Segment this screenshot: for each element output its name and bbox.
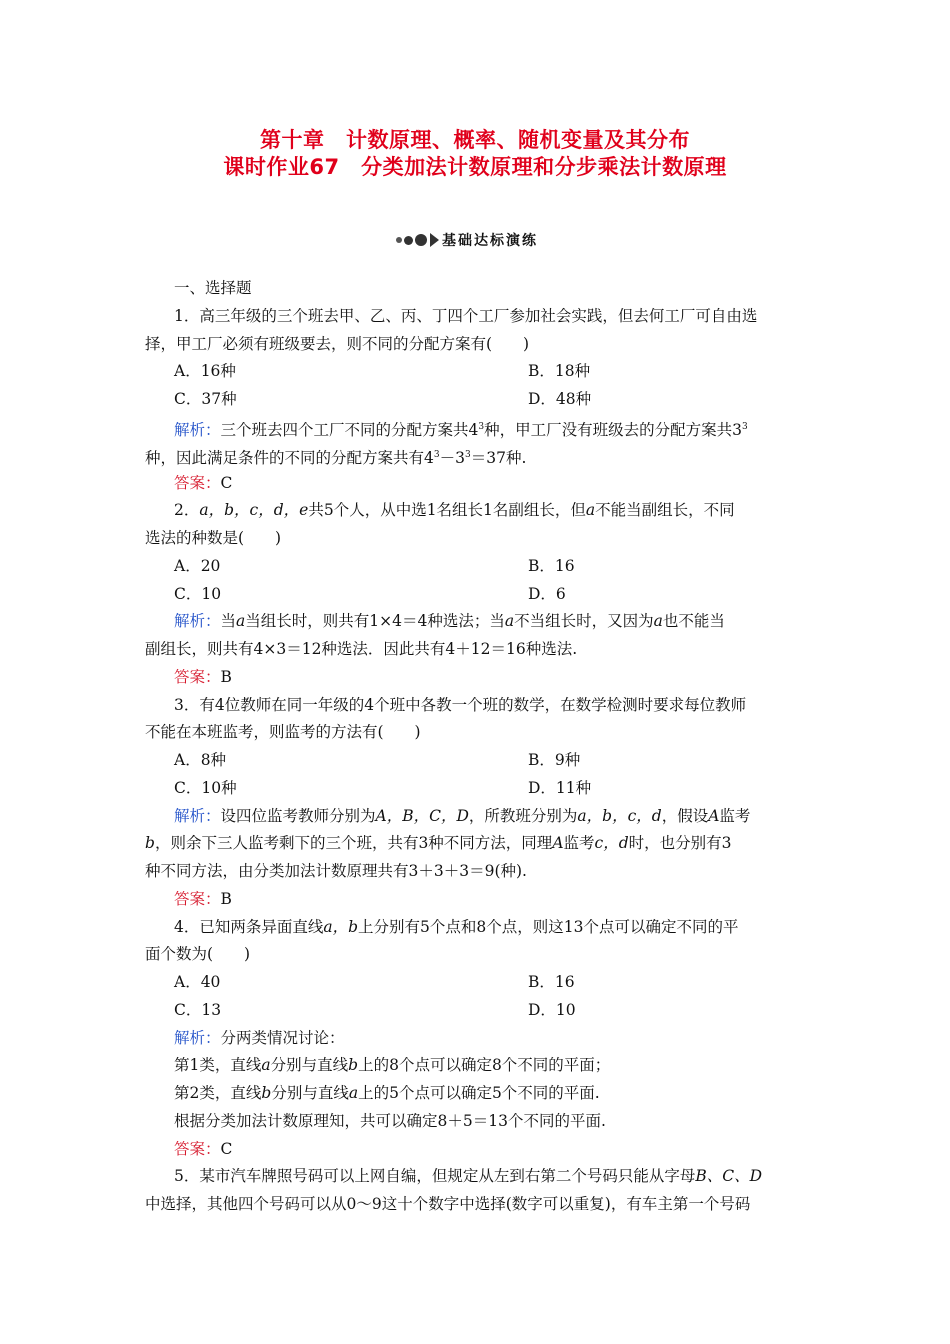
q4-stem-line: 面个数为( ) [145,945,251,963]
q1-option-d: D．48种 [528,390,592,408]
q3-option-a: A．8种 [174,751,227,769]
q2-stem-line: 2．a，b，c，d，e共5个人，从中选1名组长1名副组长，但a不能当副组长，不同 [174,501,735,519]
q4-solution-line: 第2类，直线b分别与直线a上的5个点可以确定5个不同的平面. [174,1084,600,1102]
q1-option-a: A．16种 [174,362,236,380]
banner-label: 基础达标演练 [442,233,538,249]
q3-solution-line: 种不同方法，由分类加法计数原理共有3＋3＋3＝9(种). [145,862,527,880]
q3-option-c: C．10种 [174,779,237,797]
q3-stem-line: 不能在本班监考，则监考的方法有( ) [145,723,421,741]
q4-option-b: B．16 [528,973,575,991]
q5-stem-line: 5．某市汽车牌照号码可以上网自编，但规定从左到右第二个号码只能从字母B、C、D [174,1167,763,1185]
q2-solution-line: 副组长，则共有4×3＝12种选法．因此共有4＋12＝16种选法. [145,640,578,658]
q2-option-a: A．20 [174,557,221,575]
q3-answer: 答案：B [174,890,232,908]
q1-stem-line: 1．高三年级的三个班去甲、乙、丙、丁四个工厂参加社会实践，但去何工厂可自由选 [174,307,758,325]
q2-option-c: C．10 [174,585,222,603]
q1-solution-line: 种，因此满足条件的不同的分配方案共有$4^3-3^3=37$种. [145,449,527,467]
q2-option-d: D．6 [528,585,566,603]
q4-solution-line: 解析：分两类情况讨论： [174,1029,345,1047]
dot-icon [404,236,413,245]
q2-option-b: B．16 [528,557,575,575]
lesson-title: 课时作业67 分类加法计数原理和分步乘法计数原理 [223,155,727,179]
q3-stem-line: 3．有4位教师在同一年级的4个班中各教一个班的数学，在数学检测时要求每位教师 [174,696,747,714]
q4-option-c: C．13 [174,1001,222,1019]
section-banner [396,229,538,251]
q4-stem-line: 4．已知两条异面直线a，b上分别有5个点和8个点，则这13个点可以确定不同的平 [174,918,739,936]
solution-label: 解析： [174,421,221,439]
q5-stem-line: 中选择，其他四个号码可以从0～9这十个数字中选择(数字可以重复)，有车主第一个号码 [145,1195,751,1213]
q4-solution-line: 第1类，直线a分别与直线b上的8个点可以确定8个不同的平面； [174,1056,611,1074]
answer-label: 答案： [174,474,221,492]
section-heading: 一、选择题 [174,279,252,297]
q1-stem-line: 择，甲工厂必须有班级要去，则不同的分配方案有( ) [145,335,530,353]
q4-option-d: D．10 [528,1001,576,1019]
q3-solution-line: 解析：设四位监考教师分别为A，B，C，D，所教班分别为a，b，c，d，假设A监考 [174,807,751,825]
q2-stem-line: 选法的种数是( ) [145,529,282,547]
q1-option-b: B．18种 [528,362,591,380]
q1-solution-line: 解析：三个班去四个工厂不同的分配方案共$4^3$种，甲工厂没有班级去的分配方案共$3^3$ [174,421,748,439]
q4-option-a: A．40 [174,973,221,991]
q1-answer: 答案：C [174,474,233,492]
q4-solution-line: 根据分类加法计数原理知，共可以确定8＋5＝13个不同的平面. [174,1112,606,1130]
dot-icon [415,234,427,246]
q1-option-c: C．37种 [174,390,237,408]
arrow-icon [430,233,439,247]
q3-solution-line: b，则余下三人监考剩下的三个班，共有3种不同方法，同理A监考c，d时，也分别有3 [145,834,732,852]
dot-icon [396,237,402,243]
q2-answer: 答案：B [174,668,232,686]
q4-answer: 答案：C [174,1140,233,1158]
q3-option-b: B．9种 [528,751,581,769]
q3-option-d: D．11种 [528,779,592,797]
q2-solution-line: 解析：当a当组长时，则共有1×4＝4种选法；当a不当组长时，又因为a也不能当 [174,612,725,630]
chapter-title: 第十章 计数原理、概率、随机变量及其分布 [260,128,690,152]
